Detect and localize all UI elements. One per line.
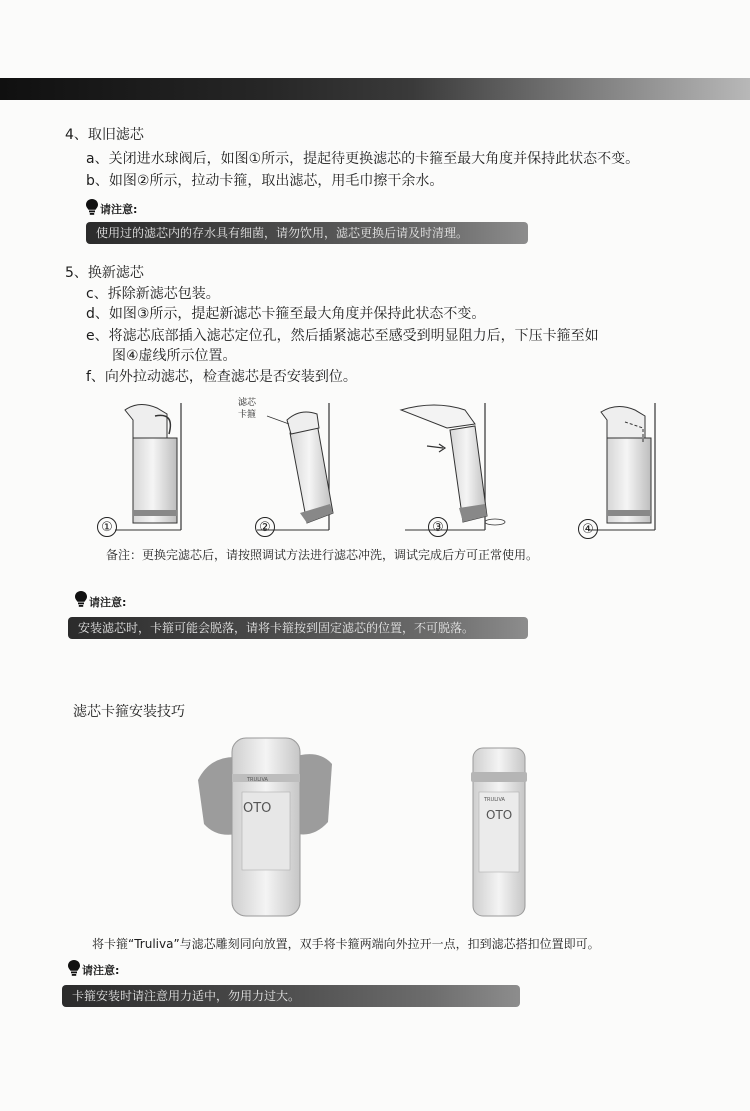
section4-note-label: 请注意: [100, 203, 138, 216]
figure-4-drawing [589, 403, 655, 530]
section5-step-d: d、如图③所示，提起新滤芯卡箍至最大角度并保持此状态不变。 [86, 306, 486, 322]
section4-step-a: a、关闭进水球阀后，如图①所示，提起待更换滤芯的卡箍至最大角度并保持此状态不变。 [86, 151, 640, 167]
filter-model-left: OTO [243, 801, 272, 816]
tips-note-bar: 卡箍安装时请注意用力适中，勿用力过大。 [62, 985, 520, 1007]
note2-label: 请注意: [89, 596, 127, 609]
filter-brand-left: TRULIVA [247, 777, 268, 783]
figure-tag-filter: 滤芯 [238, 398, 257, 408]
figure-remark: 备注：更换完滤芯后，请按照调试方法进行滤芯冲洗，调试完成后方可正常使用。 [106, 548, 539, 562]
figure-label-1: ① [97, 517, 117, 537]
header-band [0, 78, 750, 100]
lightbulb-icon [68, 960, 80, 976]
lightbulb-icon [75, 591, 87, 607]
section5-step-f: f、向外拉动滤芯，检查滤芯是否安装到位。 [86, 369, 357, 385]
clamp-install-photos [190, 730, 540, 922]
filter-replacement-figures [95, 398, 695, 543]
tips-title: 滤芯卡箍安装技巧 [73, 704, 185, 720]
section4-title: 4、取旧滤芯 [65, 127, 144, 143]
lightbulb-icon [86, 199, 98, 215]
filter-brand-right: TRULIVA [484, 797, 505, 803]
standing-filter-photo [471, 748, 527, 916]
section5-step-e: e、将滤芯底部插入滤芯定位孔，然后插紧滤芯至感受到明显阻力后，下压卡箍至如 [86, 328, 599, 344]
figure-label-3: ③ [428, 517, 448, 537]
section5-step-e-cont: 图④虚线所示位置。 [112, 348, 237, 364]
note2-bar: 安装滤芯时，卡箍可能会脱落，请将卡箍按到固定滤芯的位置，不可脱落。 [68, 617, 528, 639]
section5-title: 5、换新滤芯 [65, 265, 144, 281]
filter-model-right: OTO [486, 808, 513, 822]
figure-1-drawing [115, 403, 181, 530]
figure-label-4: ④ [578, 519, 598, 539]
section4-note-bar: 使用过的滤芯内的存水具有细菌，请勿饮用，滤芯更换后请及时清理。 [86, 222, 528, 244]
filter-in-hands-photo [198, 738, 332, 916]
tips-note-label: 请注意: [82, 964, 120, 977]
figure-3-drawing [401, 403, 505, 530]
tips-caption: 将卡箍“Truliva”与滤芯雕刻同向放置，双手将卡箍两端向外拉开一点，扣到滤芯搭扣位置即可。 [92, 937, 600, 951]
figure-2-drawing [257, 403, 333, 530]
figure-tag-clamp: 卡箍 [238, 410, 257, 420]
figure-label-2: ② [255, 517, 275, 537]
section4-step-b: b、如图②所示，拉动卡箍，取出滤芯，用毛巾擦干余水。 [86, 173, 444, 189]
section5-step-c: c、拆除新滤芯包装。 [86, 286, 220, 302]
